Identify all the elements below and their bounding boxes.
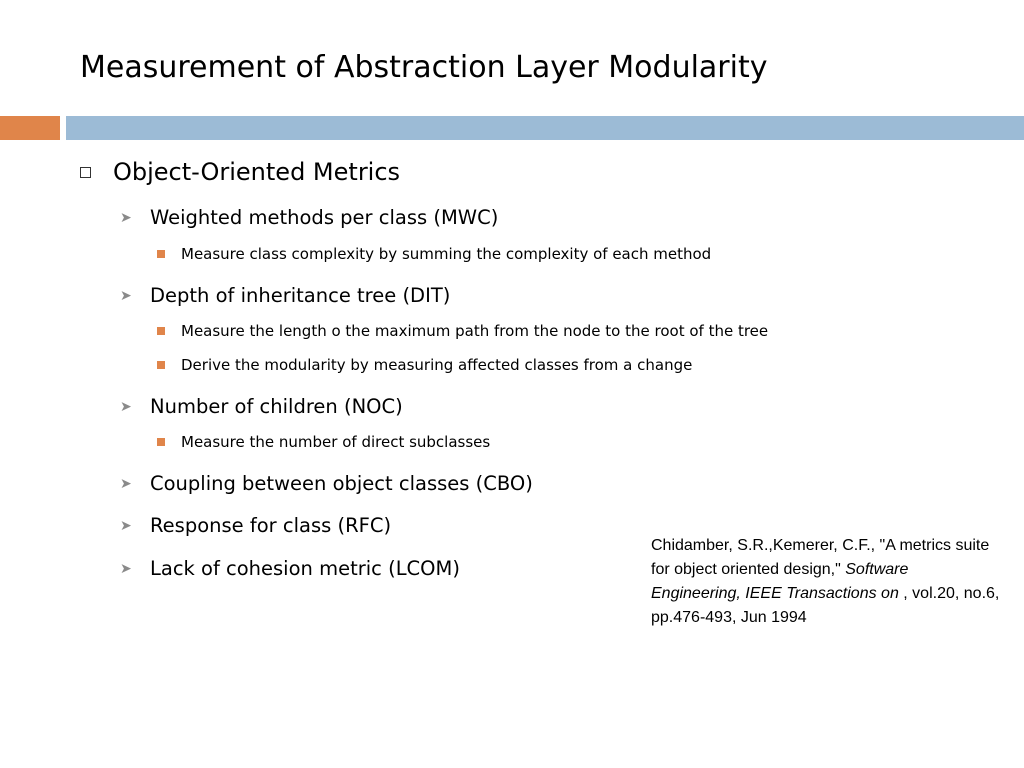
- citation-journal: Software Engineering, IEEE Transactions on: [651, 561, 909, 602]
- arrowhead-bullet-icon: ➤: [120, 287, 132, 304]
- bullet-text: Measure class complexity by summing the complexity of each method: [181, 245, 712, 263]
- square-bullet-icon: [157, 250, 165, 258]
- bullet-text: Object-Oriented Metrics: [113, 158, 401, 186]
- bullet-level2: [120, 206, 498, 229]
- bullet-level3: [157, 356, 692, 374]
- bullet-text: Measure the length o the maximum path from the node to the root of the tree: [181, 322, 769, 340]
- arrowhead-bullet-icon: ➤: [120, 209, 132, 226]
- bullet-level2: [120, 514, 391, 537]
- bullet-text: Depth of inheritance tree (DIT): [150, 284, 451, 307]
- bullet-level2: [120, 284, 450, 307]
- bullet-level3: [157, 245, 711, 263]
- bullet-level3: [157, 433, 490, 451]
- bullet-text: Response for class (RFC): [150, 514, 392, 537]
- bullet-level2: [120, 472, 533, 495]
- square-outline-bullet-icon: [80, 167, 91, 178]
- citation-tail: , vol.20, no.6, pp.476-493, Jun 1994: [651, 585, 1000, 626]
- square-bullet-icon: [157, 361, 165, 369]
- arrowhead-bullet-icon: ➤: [120, 517, 132, 534]
- bullet-level3: [157, 322, 768, 340]
- bullet-text: Weighted methods per class (MWC): [150, 206, 499, 229]
- bullet-text: Coupling between object classes (CBO): [150, 472, 533, 495]
- bullet-text: Derive the modularity by measuring affected classes from a change: [181, 356, 693, 374]
- bullet-level2: [120, 395, 403, 418]
- citation-lead: Chidamber, S.R.,Kemerer, C.F., "A metrics suite for object oriented design,": [651, 537, 990, 578]
- bullet-text: Measure the number of direct subclasses: [181, 433, 491, 451]
- arrowhead-bullet-icon: ➤: [120, 475, 132, 492]
- arrowhead-bullet-icon: ➤: [120, 398, 132, 415]
- bullet-text: Number of children (NOC): [150, 395, 403, 418]
- bullet-level2: [120, 557, 460, 580]
- square-bullet-icon: [157, 438, 165, 446]
- arrowhead-bullet-icon: ➤: [120, 560, 132, 577]
- bullet-level1: [80, 158, 400, 186]
- slide-title: Measurement of Abstraction Layer Modularity: [80, 50, 768, 85]
- citation-note: [651, 534, 1001, 630]
- square-bullet-icon: [157, 327, 165, 335]
- bullet-text: Lack of cohesion metric (LCOM): [150, 557, 460, 580]
